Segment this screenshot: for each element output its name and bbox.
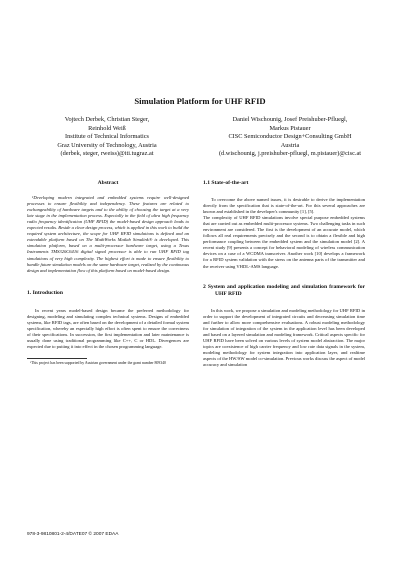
left-column [27,180,189,366]
page-footer-isbn: 978-3-9810801-2-4/DATE07 © 2007 EDAA [27,532,119,537]
state-of-the-art-paragraph-2: The complexity of UHF RFID simulations involve special purpose embedded systems that are carried out as embedded multi-processor systems. Two challenging tasks in such environment are considered. The first is the development of an accurate model, which follows all real requirements precisely and the second is to obtain a flexible and high performance coupling between the embedded system and the simulation model [2]. A recent study [9] presents a concept for behavioral modeling of wireless communication devices on a case of a WCDMA transceiver. Another work [10] develops a framework for a RFID system validation with the stress on the antenna parts of the transmitter and the receiver using VHDL-AMS language. [203,215,365,269]
authors-block-right [190,116,390,159]
author-names-line1: Daniel Wischounig, Josef Preishuber-Pfluegl, [232,116,348,123]
section-heading-state-of-the-art: 1.1 State-of-the-art [203,180,249,186]
section-2-paragraph: In this work, we propose a simulation and modeling methodology for UHF RFID in order to support the development of integrated circuits and decreasing simulation time and further to allow more comprehensive evaluations. A robust modeling methodology for simulation of integration of the system in the application level has been developed and based on a layered simulation and modeling framework. Critical aspects specific for UHF RFID have been solved on various levels of system model abstraction. The major topics are coexistence of high carrier frequency and low rate data signals in the system, modeling methodology for system integration into application layer, and realtime aspects of the HW/SW model co-simulation. Previous works discuss the aspect of model accuracy and simulation [203,307,365,367]
author-names-line1: Vojtech Derbek, Christian Steger, [64,116,150,123]
author-email: (d.wischounig, j.preishuber-pfluegl, m.pistauer)@cisc.at [218,150,362,158]
introduction-paragraph: In recent years model-based design became the preferred methodology for designing, modeling and simulating complex technical systems. Designs of embedded systems, like RFID tags, are often based on the development of a detailed formal system specification, whereby an especially high effort is often spent to ensure the correctness of their specifications. In succession, the first implementation and later maintenance is usually done using traditional programming like C++, C or HDL. Divergences are expected due to putting it into effect in the chosen programming language. [27,307,189,349]
abstract-text: ¹Developing modern integrated and embedded systems require well-designed processes to ensure flexibility and independency. These features are related to exchangeability of hardware targets and to the ability of choosing the target at a very late stage in the implementation process. Especially in the field of ultra high frequency radio frequency identification (UHF RFID) the model-based design approach leads to expected results. Beside a clear design process, which is applied in this work to build the required system architecture, the scope for UHF RFID simulations is defined and an extendable platform based on The MathWorks Matlab Simulink® is developed. This simulation platform, based on a multi-processor hardware target, using a Texas Instruments TMS320C6416 digital signal processor is able to run UHF RFID tag simulations of very high complexity. The highest effort is made to ensure flexibility to handle future simulation models on the same hardware target, realized by the continuous design and implementation flow of this platform based on model-based design. [27,195,189,273]
affiliation-line1: CISC Semiconductor Design+Consulting GmbH [228,133,352,141]
footnote-divider [27,358,87,359]
section-heading-introduction: 1. Introduction [27,289,63,296]
author-names-line2: Reinhold Weiß [88,124,126,132]
affiliation-line2: Graz University of Technology, Austria [57,141,157,149]
paper-title: Simulation Platform for UHF RFID [134,96,266,106]
abstract-heading: Abstract [97,180,119,186]
authors-block-left [22,116,192,159]
right-column [203,180,365,368]
state-of-the-art-paragraph-1: To overcome the above named issues, it is desirable to derive the implementation directly from the specification that is state-of-the-art. For this several approaches are known and established in the developer's community [1], [5]. [203,197,365,215]
author-email: (derbek, steger, rweiss)@iti.tugraz.at [60,150,154,158]
affiliation-line1: Institute of Technical Informatics [65,133,149,141]
footnote: ¹This project has been supported by Austrian government under the grant number 809340 [30,360,166,365]
section-heading-2: 2 System and application modeling and simulation framework for UHF RFID [203,283,365,297]
author-names-line2: Markus Pistauer [269,124,311,132]
affiliation-line2: Austria [280,141,300,149]
